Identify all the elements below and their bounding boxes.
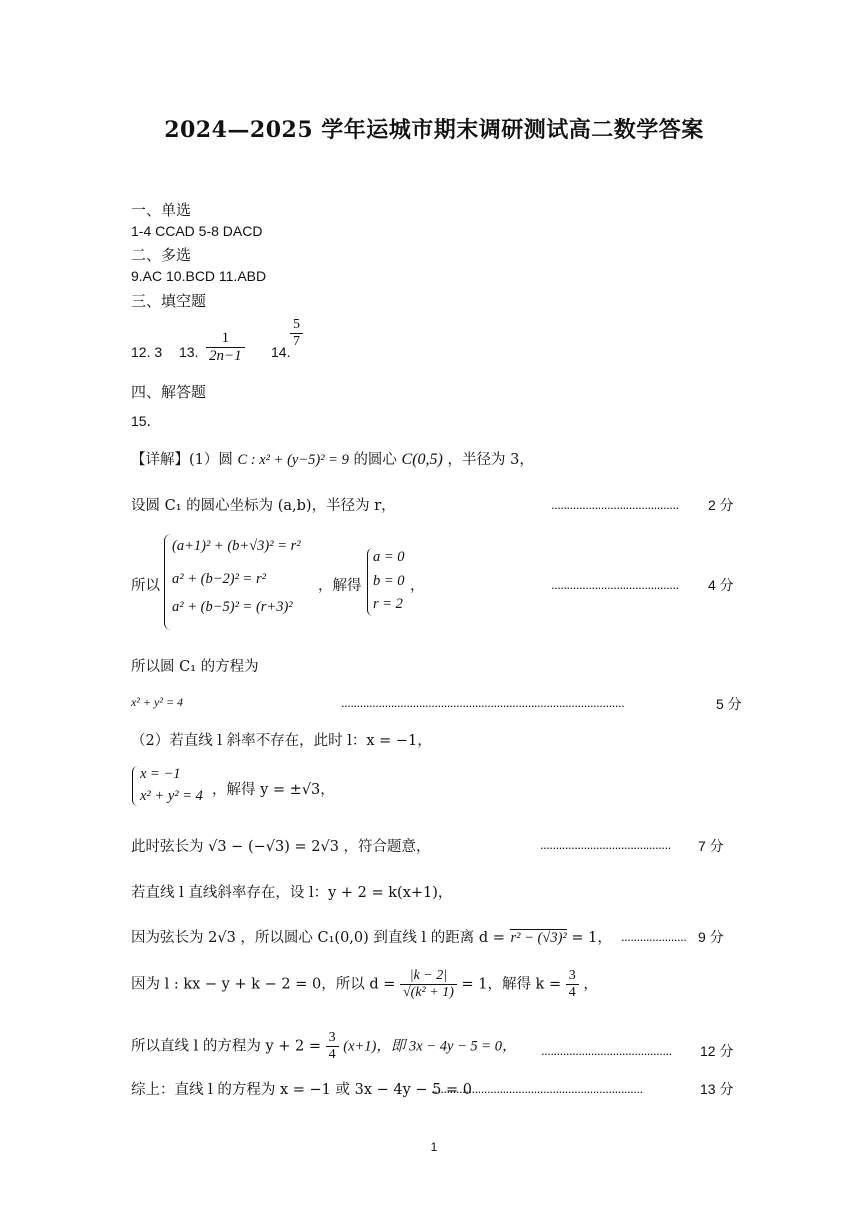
fill-answer-13-label: 13. <box>179 344 199 360</box>
section-multi-choice: 二、多选 <box>131 246 192 264</box>
fraction-numerator: 1 <box>221 330 230 346</box>
score-leader: ........................................................................................... <box>341 695 625 710</box>
system-1-solve-text: ，解得 <box>318 578 362 594</box>
text: 的圆心 <box>353 452 397 468</box>
system-2-eq-1: x = −1 <box>140 766 181 782</box>
slope-exists-text: 若直线 l 直线斜率存在，设 l：y + 2 = k(x+1)， <box>131 885 453 901</box>
single-choice-answers: 1-4 CCAD 5-8 DACD <box>131 223 263 239</box>
fraction-numerator: 3 <box>568 968 576 983</box>
text: 因为 l : kx − y + k − 2 = 0，所以 d = <box>131 976 396 993</box>
circle-center: C(0,5) <box>401 451 443 468</box>
score-leader: ......................................... <box>551 577 679 592</box>
text: 【详解】(1）圆 <box>131 452 233 468</box>
score-13: 13 分 <box>700 1081 734 1097</box>
score-4: 4 分 <box>708 577 734 593</box>
score-2: 2 分 <box>708 497 734 513</box>
fill-answer-14-fraction <box>290 317 303 350</box>
score-7: 7 分 <box>698 838 724 854</box>
solve-k-text <box>131 968 598 1001</box>
system-1-sol-r: r = 2 <box>373 596 403 612</box>
system-1-end: ， <box>410 578 425 594</box>
system-1-label: 所以 <box>131 578 160 594</box>
system-2-eq-2: x² + y² = 4 <box>140 788 203 804</box>
score-9: 9 分 <box>698 929 724 945</box>
score-12: 12 分 <box>700 1043 734 1059</box>
chord-length-text: 此时弦长为 √3 − (−√3) = 2√3 ，符合题意， <box>131 839 431 855</box>
fraction-numerator: 3 <box>328 1030 336 1045</box>
section-single-choice: 一、单选 <box>131 201 192 219</box>
system-1-eq-3: a² + (b−5)² = (r+3)² <box>172 599 293 615</box>
fill-answer-14-label: 14. <box>271 344 291 360</box>
score-leader: ......................................... <box>551 497 679 512</box>
page-title: 2024—2025 学年运城市期末调研测试高二数学答案 <box>164 117 704 143</box>
text: 因为弦长为 2√3 ，所以圆心 C₁(0,0) 到直线 l 的距离 d = <box>131 930 505 946</box>
distance-radicand: r² − (√3)² <box>510 930 567 946</box>
section-fill-blank: 三、填空题 <box>131 292 207 310</box>
distance-text <box>131 926 612 947</box>
section-solve: 四、解答题 <box>131 383 207 401</box>
solution-line-2: 设圆 C₁ 的圆心坐标为 (a,b)，半径为 r， <box>131 498 396 514</box>
text: (x+1)，即 3x − 4y − 5 = 0， <box>343 1038 517 1055</box>
circle-c1-equation: x² + y² = 4 <box>131 695 184 709</box>
solution-line-1 <box>131 448 534 469</box>
system-1-brace <box>164 534 171 630</box>
score-leader: .......................................... <box>541 1043 672 1058</box>
solution-line-3: 所以圆 C₁ 的方程为 <box>131 659 259 675</box>
score-5: 5 分 <box>716 696 742 712</box>
fraction-denominator: 4 <box>326 1046 339 1063</box>
text: = 1， <box>571 930 612 946</box>
text: = 1，解得 k = <box>461 976 562 993</box>
system-1-eq-1: (a+1)² + (b+√3)² = r² <box>172 538 301 554</box>
score-leader: .................................................................... <box>431 1081 643 1096</box>
multi-choice-answers: 9.AC 10.BCD 11.ABD <box>131 268 267 284</box>
fraction-denominator: 2n−1 <box>206 347 245 365</box>
circle-equation: C : x² + (y−5)² = 9 <box>237 452 349 468</box>
fraction-denominator: √(k² + 1) <box>400 984 457 1001</box>
text: ， <box>583 976 598 993</box>
score-leader: ..................... <box>621 929 687 944</box>
text: 所以直线 l 的方程为 y + 2 = <box>131 1038 322 1055</box>
score-leader: .......................................... <box>540 837 671 852</box>
system-1-eq-2: a² + (b−2)² = r² <box>172 571 266 587</box>
fill-answer-12: 12. 3 <box>131 344 163 360</box>
fill-answer-13-fraction <box>206 330 245 365</box>
line-equation-text <box>131 1030 516 1063</box>
question-15-number: 15． <box>131 413 161 429</box>
part-2-intro: （2）若直线 l 斜率不存在，此时 l：x = −1， <box>131 733 432 749</box>
final-conclusion: 综上：直线 l 的方程为 x = −1 或 3x − 4y − 5 = 0 <box>131 1082 472 1098</box>
fraction-numerator: 5 <box>293 317 300 332</box>
system-1-sol-b: b = 0 <box>373 573 405 589</box>
fraction-denominator: 4 <box>566 984 579 1001</box>
system-1-sol-a: a = 0 <box>373 549 405 565</box>
system-2-solve: ，解得 y = ±√3， <box>212 782 335 798</box>
fraction-denominator: 7 <box>290 333 303 350</box>
fraction-numerator: |k − 2| <box>409 968 448 983</box>
page-number: 1 <box>430 1140 438 1154</box>
text: ，半径为 3， <box>447 452 534 468</box>
system-2-brace <box>132 766 138 806</box>
